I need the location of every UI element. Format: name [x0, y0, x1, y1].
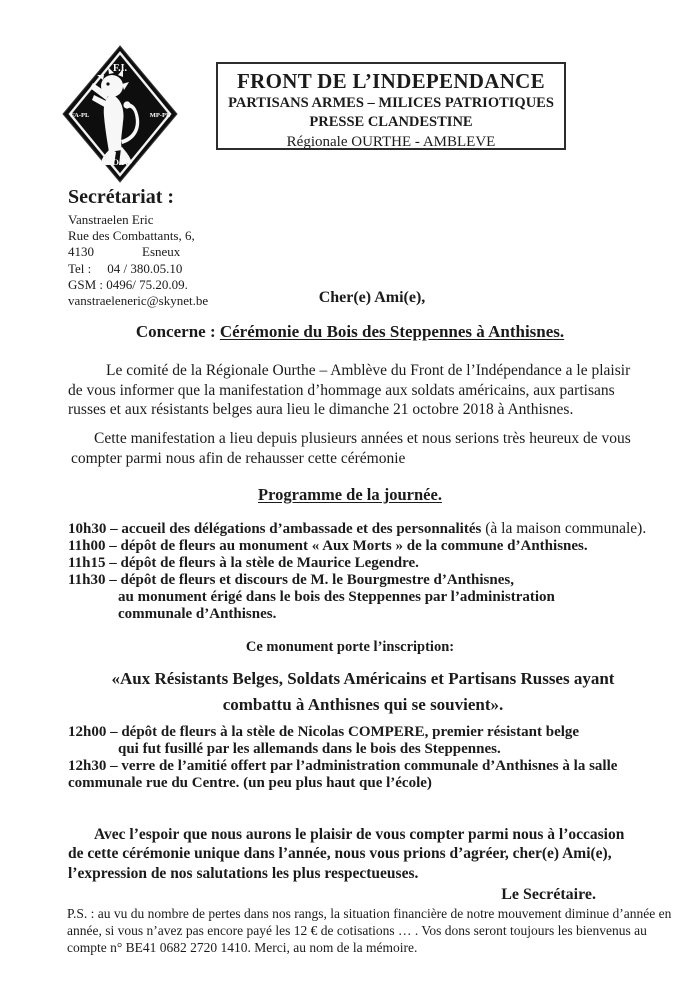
paragraph-line: compter parmi nous afin de rehausser cette cérémonie	[71, 449, 406, 467]
program-item	[68, 520, 668, 538]
organization-subtitle-2: PRESSE CLANDESTINE	[309, 114, 473, 130]
monument-inscription	[0, 666, 700, 717]
second-paragraph	[68, 429, 658, 468]
logo-top-label: F.I.	[112, 63, 128, 74]
paragraph-line: l’expression de nos salutations les plus respectueuses.	[68, 864, 419, 882]
paragraph-line: de vous informer que la manifestation d’hommage aux soldats américains, aux partisans	[68, 381, 615, 399]
city: Esneux	[142, 244, 181, 260]
program-item-continuation: au monument érigé dans le bois des Steppennes par l’administration	[118, 589, 555, 606]
fi-diamond-logo	[59, 44, 181, 184]
organization-region: Régionale OURTHE - AMBLEVE	[286, 134, 496, 150]
inscription-line: «Aux Résistants Belges, Soldats Américains et Partisans Russes ayant	[111, 669, 615, 688]
secretariat-name: Vanstraelen Eric	[68, 212, 154, 227]
secretariat-email: vanstraeleneric@skynet.be	[68, 293, 209, 309]
program-item: 12h00 – dépôt de fleurs à la stèle de Nicolas COMPERE, premier résistant belge	[68, 724, 580, 740]
inscription-line: combattu à Anthisnes qui se souvient».	[222, 694, 504, 714]
program-item-continuation: qui fut fusillé par les allemands dans le bois des Steppennes.	[118, 741, 501, 758]
inscription-intro: Ce monument porte l’inscription:	[245, 639, 455, 655]
program-afternoon-list	[68, 724, 668, 792]
paragraph-line: russes et aux résistants belges aura lieu le dimanche 21 octobre 2018 à Anthisnes.	[68, 401, 574, 419]
paragraph-line: Avec l’espoir que nous aurons le plaisir de vous compter parmi nous à l’occasion	[94, 826, 625, 843]
intro-paragraph	[68, 361, 658, 420]
subject-text: Cérémonie du Bois des Steppennes à Anthisnes.	[219, 322, 565, 341]
program-item: 11h00 – dépôt de fleurs au monument « Aux Morts » de la commune d’Anthisnes.	[68, 538, 588, 555]
salutation: Cher(e) Ami(e),	[318, 289, 426, 306]
phone-label: Tel :	[68, 260, 92, 276]
secretariat-postal-city	[68, 244, 368, 260]
logo-left-label: FA-PL	[70, 112, 90, 119]
paragraph-line: Le comité de la Régionale Ourthe – Amblève du Front de l’Indépendance a le plaisir	[106, 362, 631, 379]
postal-code: 4130	[68, 244, 94, 260]
program-item-continuation: communale d’Anthisnes.	[118, 606, 277, 623]
phone-number: 04 / 380.05.10	[107, 260, 183, 276]
paragraph-line: de cette cérémonie unique dans l’année, nous vous prions d’agréer, cher(e) Ami(e),	[68, 845, 612, 863]
organization-title: FRONT DE L’INDEPENDANCE	[237, 69, 545, 93]
subject-label: Concerne :	[135, 322, 220, 341]
postscript-line: P.S. : au vu du nombre de pertes dans nos rangs, la situation financière de notre mouvement diminue d’année en	[67, 906, 672, 921]
program-item-bold: 10h30 – accueil des délégations d’ambassade et des personnalités	[68, 521, 482, 537]
logo-bottom-label: O.F.	[112, 157, 128, 167]
program-item-continuation: communale rue du Centre. (un peu plus haut que l’école)	[68, 775, 432, 792]
secretariat-heading: Secrétariat :	[68, 186, 175, 208]
program-item-note: (à la maison communale).	[481, 520, 647, 537]
paragraph-line: Cette manifestation a lieu depuis plusieurs années et nous serions très heureux de vous	[94, 430, 631, 447]
subject-line	[0, 322, 700, 342]
program-item: 12h30 – verre de l’amitié offert par l’administration communale d’Anthisnes à la salle	[68, 758, 618, 775]
secretariat-street: Rue des Combattants, 6,	[68, 228, 195, 244]
letterhead-box	[216, 62, 566, 150]
signature: Le Secrétaire.	[501, 886, 596, 903]
secretariat-phone	[68, 261, 368, 277]
program-morning-list	[68, 520, 668, 624]
organization-subtitle-1: PARTISANS ARMES – MILICES PATRIOTIQUES	[228, 95, 554, 111]
postscript	[67, 905, 675, 957]
closing-paragraph	[68, 825, 658, 883]
program-item: 11h15 – dépôt de fleurs à la stèle de Maurice Legendre.	[68, 555, 419, 572]
program-item: 11h30 – dépôt de fleurs et discours de M. le Bourgmestre d’Anthisnes,	[68, 572, 514, 589]
postscript-line: compte n° BE41 0682 2720 1410. Merci, au nom de la mémoire.	[67, 940, 418, 956]
logo-right-label: MP-PB	[149, 112, 171, 119]
postscript-line: année, si vous n’avez pas encore payé les 12 € de cotisations … . Vos dons seront toujours les bienvenus au	[67, 923, 647, 939]
program-heading: Programme de la journée.	[258, 485, 442, 504]
secretariat-gsm: GSM : 0496/ 75.20.09.	[68, 276, 188, 292]
